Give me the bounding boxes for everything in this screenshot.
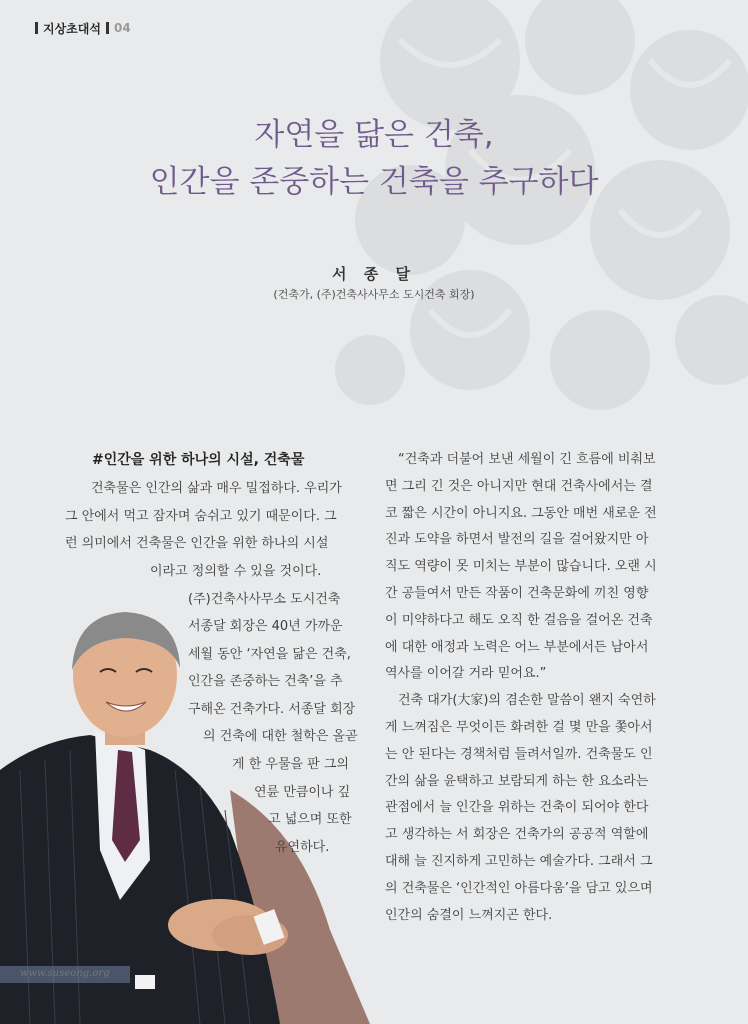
left-text-line: 유연하다.	[275, 840, 330, 855]
left-text-line: 고 넓으며 또한	[268, 812, 352, 827]
section-name: 지상초대석	[43, 21, 101, 36]
left-text-line: (주)건축사사무소 도시건축	[188, 592, 341, 607]
right-text-line: 면 그리 긴 것은 아니지만 현대 건축사에서는 결	[385, 478, 653, 494]
right-text-line: 건축 대가(大家)의 겸손한 말씀이 왠지 숙연하	[398, 693, 656, 709]
right-text-line: 에 대한 애정과 노력은 어느 부분에서든 남아서	[385, 639, 649, 655]
right-text-line: 는 안 된다는 경책처럼 들려서일까. 건축물도 인	[385, 746, 653, 762]
article-title	[0, 112, 748, 206]
right-text-line: 고 생각하는 서 회장은 건축가의 공공적 역할에	[385, 827, 649, 843]
right-text-line: 간 공들여서 만든 작품이 건축문화에 끼친 영향	[385, 585, 649, 601]
right-text-line: 간의 삶을 윤택하고 보람되게 하는 한 요소라는	[385, 773, 649, 789]
left-text-line: 연륜 만큼이나 깊	[254, 785, 351, 800]
right-text-line: 의 건축물은 ‘인간적인 아름다움’을 담고 있으며	[385, 880, 653, 896]
right-text-line: 이 미약하다고 해도 오직 한 걸음을 걸어온 건축	[385, 612, 653, 628]
header-bar-left	[35, 22, 38, 34]
left-text-line: 그 안에서 먹고 잠자며 숨쉬고 있기 때문이다. 그	[65, 509, 337, 524]
section-header	[30, 20, 131, 36]
left-text-line: 게 한 우물을 판 그의	[232, 757, 349, 772]
author-name: 서 종 달	[332, 265, 416, 283]
right-text-line: 대해 늘 진지하게 고민하는 예술가다. 그래서 그	[385, 853, 653, 869]
left-text-line: 서종달 회장은 40년 가까운	[188, 619, 343, 634]
right-text-column	[385, 447, 681, 929]
title-line-1: 자연을 닮은 건축,	[254, 117, 494, 153]
left-text-line: 이라고 정의할 수 있을 것이다.	[150, 564, 322, 579]
website-link[interactable]: www.suseong.org	[20, 968, 110, 979]
peony-pattern-decoration	[330, 0, 748, 430]
title-line-2: 인간을 존중하는 건축을 추구하다	[149, 164, 599, 200]
right-text-line: 인간의 숨결이 느껴지곤 한다.	[385, 907, 553, 923]
left-text-line: 건축물은 인간의 삶과 매우 밀접하다. 우리가	[91, 481, 342, 496]
header-bar-right	[106, 22, 109, 34]
right-text-line: 직도 역량이 못 미치는 부분이 많습니다. 오랜 시	[385, 559, 657, 575]
left-text-line: 의 건축에 대한 철학은 올곧	[203, 729, 358, 744]
right-text-line: “건축과 더불어 보낸 세월이 긴 흐름에 비춰보	[398, 452, 656, 467]
section-subheading: #인간을 위한 하나의 시설, 건축물	[92, 452, 305, 468]
left-text-line: 인간을 존중하는 건축’을 추	[188, 674, 343, 689]
left-text-line: 구해온 건축가다. 서종달 회장	[188, 702, 356, 717]
right-text-line: 관점에서 늘 인간을 위하는 건축이 되어야 한다	[385, 800, 649, 816]
right-text-line: 역사를 이어갈 거라 믿어요.”	[385, 666, 547, 682]
left-text-line: 런 의미에서 건축물은 인간을 위한 하나의 시설	[65, 536, 329, 551]
right-text-line: 코 짧은 시간이 아니지요. 그동안 매번 새로운 전	[385, 505, 657, 521]
right-text-line: 진과 도약을 하면서 발전의 길을 걸어왔지만 아	[385, 532, 649, 548]
page-number: 04	[113, 21, 131, 35]
left-text-line: 세월 동안 ‘자연을 닮은 건축,	[188, 647, 351, 662]
author-role: (건축가, (주)건축사사무소 도시건축 회장)	[273, 288, 475, 301]
right-text-line: 게 느껴짐은 무엇이든 화려한 걸 몇 만을 쫓아서	[385, 719, 653, 735]
